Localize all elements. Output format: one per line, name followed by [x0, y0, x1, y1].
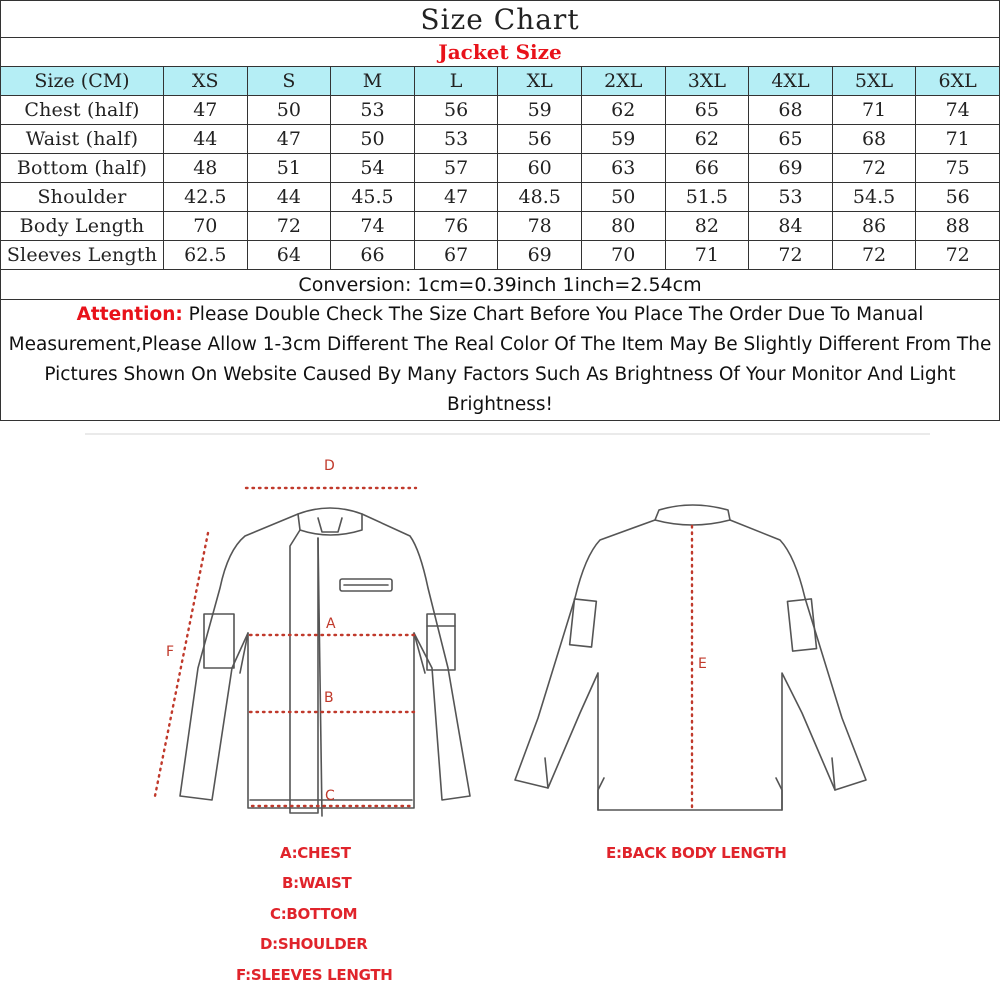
marker-c: C — [325, 788, 335, 804]
jacket-illustrations — [0, 428, 1000, 1000]
header-size: XS — [164, 67, 248, 96]
table-cell: 63 — [581, 154, 665, 183]
back-jacket-illustration — [515, 505, 866, 810]
table-cell: 57 — [414, 154, 498, 183]
table-cell: 86 — [832, 212, 916, 241]
table-row — [1, 183, 1000, 212]
table-cell: 78 — [498, 212, 582, 241]
table-cell: 64 — [247, 241, 331, 270]
conversion-note: Conversion: 1cm=0.39inch 1inch=2.54cm — [1, 270, 1000, 300]
legend-waist: B:WAIST — [282, 874, 352, 892]
table-cell: 65 — [665, 96, 749, 125]
table-cell: 65 — [749, 125, 833, 154]
table-cell: 72 — [749, 241, 833, 270]
table-cell: 66 — [665, 154, 749, 183]
table-cell: 51.5 — [665, 183, 749, 212]
table-cell: 51 — [247, 154, 331, 183]
table-cell: 68 — [832, 125, 916, 154]
table-cell: 62.5 — [164, 241, 248, 270]
table-cell: 82 — [665, 212, 749, 241]
row-label: Bottom (half) — [1, 154, 164, 183]
table-header-row — [1, 67, 1000, 96]
table-cell: 80 — [581, 212, 665, 241]
table-cell: 48.5 — [498, 183, 582, 212]
marker-e: E — [698, 656, 707, 672]
table-cell: 62 — [665, 125, 749, 154]
table-row — [1, 96, 1000, 125]
sleeve-measure-line — [155, 533, 208, 796]
table-cell: 71 — [832, 96, 916, 125]
front-jacket-illustration — [180, 508, 470, 816]
table-cell: 56 — [414, 96, 498, 125]
table-row — [1, 241, 1000, 270]
table-cell: 44 — [247, 183, 331, 212]
row-label: Chest (half) — [1, 96, 164, 125]
table-cell: 71 — [665, 241, 749, 270]
chart-title: Size Chart — [1, 1, 1000, 38]
table-cell: 69 — [749, 154, 833, 183]
table-row — [1, 125, 1000, 154]
header-size: 3XL — [665, 67, 749, 96]
table-cell: 74 — [331, 212, 415, 241]
table-cell: 71 — [916, 125, 1000, 154]
table-cell: 53 — [414, 125, 498, 154]
legend-back-length: E:BACK BODY LENGTH — [606, 844, 787, 862]
marker-b: B — [324, 690, 334, 706]
table-cell: 69 — [498, 241, 582, 270]
table-cell: 50 — [581, 183, 665, 212]
table-cell: 50 — [247, 96, 331, 125]
table-cell: 88 — [916, 212, 1000, 241]
legend-shoulder: D:SHOULDER — [260, 935, 368, 953]
table-cell: 84 — [749, 212, 833, 241]
table-row — [1, 212, 1000, 241]
header-size: 4XL — [749, 67, 833, 96]
table-cell: 42.5 — [164, 183, 248, 212]
table-cell: 68 — [749, 96, 833, 125]
front-measurement-lines — [155, 488, 416, 806]
table-cell: 70 — [581, 241, 665, 270]
table-cell: 62 — [581, 96, 665, 125]
table-cell: 72 — [247, 212, 331, 241]
table-cell: 47 — [414, 183, 498, 212]
chart-subtitle: Jacket Size — [1, 38, 1000, 67]
table-cell: 54 — [331, 154, 415, 183]
attention-text: Please Double Check The Size Chart Before You Place The Order Due To Manual Measurement,Please Allow 1-3cm Different The Real Color Of The Item May Be Slightly Different From The Pictures Shown On Website Caused By Many Factors Such As Brightness Of Your Monitor And Light Brightness! — [8, 304, 992, 415]
table-cell: 48 — [164, 154, 248, 183]
table-cell: 56 — [916, 183, 1000, 212]
marker-d: D — [324, 458, 335, 474]
table-cell: 47 — [164, 96, 248, 125]
size-chart — [0, 0, 1000, 428]
marker-a: A — [326, 616, 336, 632]
header-size-label: Size (CM) — [1, 67, 164, 96]
table-cell: 72 — [832, 241, 916, 270]
header-size: 6XL — [916, 67, 1000, 96]
table-cell: 76 — [414, 212, 498, 241]
table-cell: 54.5 — [832, 183, 916, 212]
table-cell: 45.5 — [331, 183, 415, 212]
header-size: M — [331, 67, 415, 96]
row-label: Shoulder — [1, 183, 164, 212]
table-cell: 60 — [498, 154, 582, 183]
table-cell: 74 — [916, 96, 1000, 125]
table-cell: 75 — [916, 154, 1000, 183]
header-size: 5XL — [832, 67, 916, 96]
table-cell: 67 — [414, 241, 498, 270]
size-table — [0, 0, 1000, 421]
table-cell: 44 — [164, 125, 248, 154]
row-label: Sleeves Length — [1, 241, 164, 270]
header-size: 2XL — [581, 67, 665, 96]
table-cell: 59 — [498, 96, 582, 125]
table-row — [1, 154, 1000, 183]
header-size: S — [247, 67, 331, 96]
table-cell: 66 — [331, 241, 415, 270]
table-cell: 70 — [164, 212, 248, 241]
legend-chest: A:CHEST — [280, 844, 351, 862]
row-label: Waist (half) — [1, 125, 164, 154]
table-cell: 53 — [331, 96, 415, 125]
attention-note — [1, 300, 1000, 421]
measurement-diagram — [0, 428, 1000, 1000]
table-cell: 50 — [331, 125, 415, 154]
table-cell: 53 — [749, 183, 833, 212]
table-cell: 72 — [916, 241, 1000, 270]
attention-label: Attention: — [76, 304, 183, 325]
table-cell: 47 — [247, 125, 331, 154]
header-size: L — [414, 67, 498, 96]
table-cell: 56 — [498, 125, 582, 154]
row-label: Body Length — [1, 212, 164, 241]
legend-sleeves: F:SLEEVES LENGTH — [236, 966, 393, 984]
legend-bottom: C:BOTTOM — [270, 905, 358, 923]
header-size: XL — [498, 67, 582, 96]
marker-f: F — [166, 644, 175, 660]
table-cell: 72 — [832, 154, 916, 183]
table-cell: 59 — [581, 125, 665, 154]
